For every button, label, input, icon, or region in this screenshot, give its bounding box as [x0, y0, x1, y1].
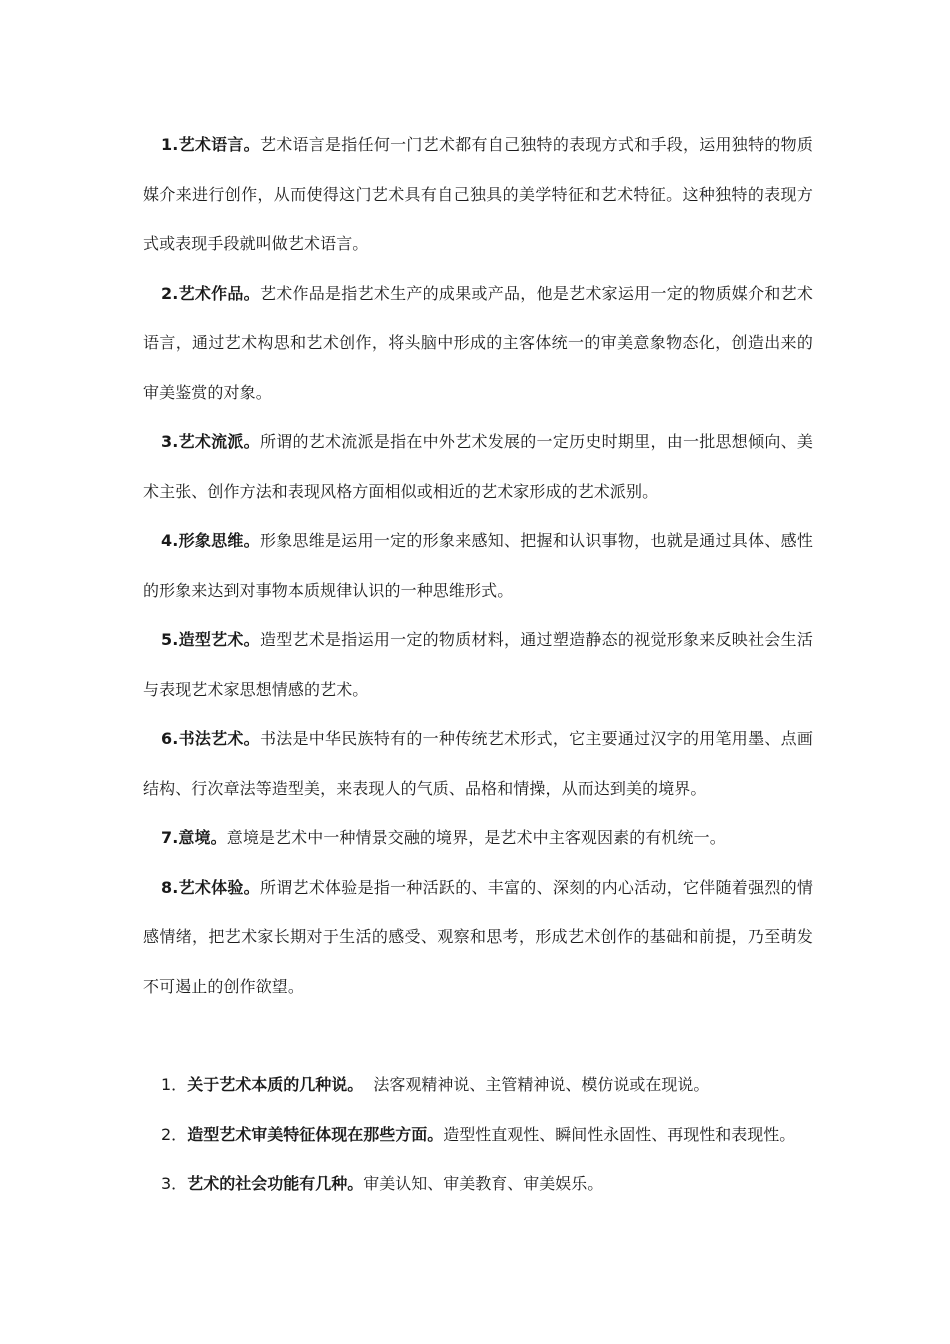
definition-paragraph — [143, 615, 813, 714]
question-answer: 造型性直观性、瞬间性永固性、再现性和表现性。 — [443, 1124, 796, 1144]
definition-paragraph — [143, 417, 813, 516]
definition-term: 7.意境。 — [161, 828, 227, 847]
definition-text: 艺术作品是指艺术生产的成果或产品，他是艺术家运用一定的物质媒介和艺术语言，通过艺术构思和艺术创作，将头脑中形成的主客体统一的审美意象物态化，创造出来的审美鉴赏的对象。 — [143, 283, 813, 402]
definition-text: 造型艺术是指运用一定的物质材料，通过塑造静态的视觉形象来反映社会生活与表现艺术家思想情感的艺术。 — [143, 630, 813, 699]
definition-term: 4.形象思维。 — [161, 531, 260, 550]
definition-term: 3.艺术流派。 — [161, 432, 260, 451]
question-answer: 法客观精神说、主管精神说、模仿说或在现说。 — [363, 1075, 710, 1094]
definition-term: 2.艺术作品。 — [161, 283, 260, 303]
definition-text: 艺术语言是指任何一门艺术都有自己独特的表现方式和手段，运用独特的物质媒介来进行创作，从而使得这门艺术具有自己独具的美学特征和艺术特征。这种独特的表现方式或表现手段就叫做艺术语言。 — [143, 135, 813, 253]
question-item — [143, 1110, 813, 1160]
definition-text: 书法是中华民族特有的一种传统艺术形式，它主要通过汉字的用笔用墨、点画结构、行次章法等造型美，来表现人的气质、品格和情操，从而达到美的境界。 — [143, 729, 813, 798]
question-item — [143, 1159, 813, 1209]
definition-text: 所谓艺术体验是指一种活跃的、丰富的、深刻的内心活动，它伴随着强烈的情感情绪，把艺术家长期对于生活的感受、观察和思考，形成艺术创作的基础和前提，乃至萌发不可遏止的创作欲望。 — [143, 877, 813, 996]
definition-text: 意境是艺术中一种情景交融的境界，是艺术中主客观因素的有机统一。 — [226, 828, 726, 847]
question-title: 关于艺术本质的几种说。 — [187, 1075, 364, 1094]
definition-paragraph — [143, 863, 813, 1012]
definition-paragraph — [143, 714, 813, 813]
definition-paragraph — [143, 269, 813, 418]
question-number: 3． — [161, 1174, 188, 1193]
definition-paragraph — [143, 516, 813, 615]
definition-text: 形象思维是运用一定的形象来感知、把握和认识事物，也就是通过具体、感性的形象来达到对事物本质规律认识的一种思维形式。 — [143, 531, 813, 600]
definition-text: 所谓的艺术流派是指在中外艺术发展的一定历史时期里，由一批思想倾向、美术主张、创作方法和表现风格方面相似或相近的艺术家形成的艺术派别。 — [143, 432, 813, 501]
definition-term: 1.艺术语言。 — [161, 135, 260, 154]
definitions-section — [143, 120, 813, 1011]
definition-term: 8.艺术体验。 — [161, 877, 260, 897]
question-number: 2． — [161, 1124, 188, 1144]
question-answer: 审美认知、审美教育、审美娱乐。 — [363, 1174, 604, 1193]
definition-term: 6.书法艺术。 — [161, 729, 260, 748]
question-item — [143, 1060, 813, 1110]
question-title: 艺术的社会功能有几种。 — [187, 1174, 364, 1193]
question-number: 1． — [161, 1075, 188, 1094]
questions-section — [143, 1060, 813, 1209]
question-title: 造型艺术审美特征体现在那些方面。 — [187, 1124, 444, 1144]
definition-paragraph — [143, 813, 813, 863]
definition-paragraph — [143, 120, 813, 269]
definition-term: 5.造型艺术。 — [161, 630, 260, 649]
